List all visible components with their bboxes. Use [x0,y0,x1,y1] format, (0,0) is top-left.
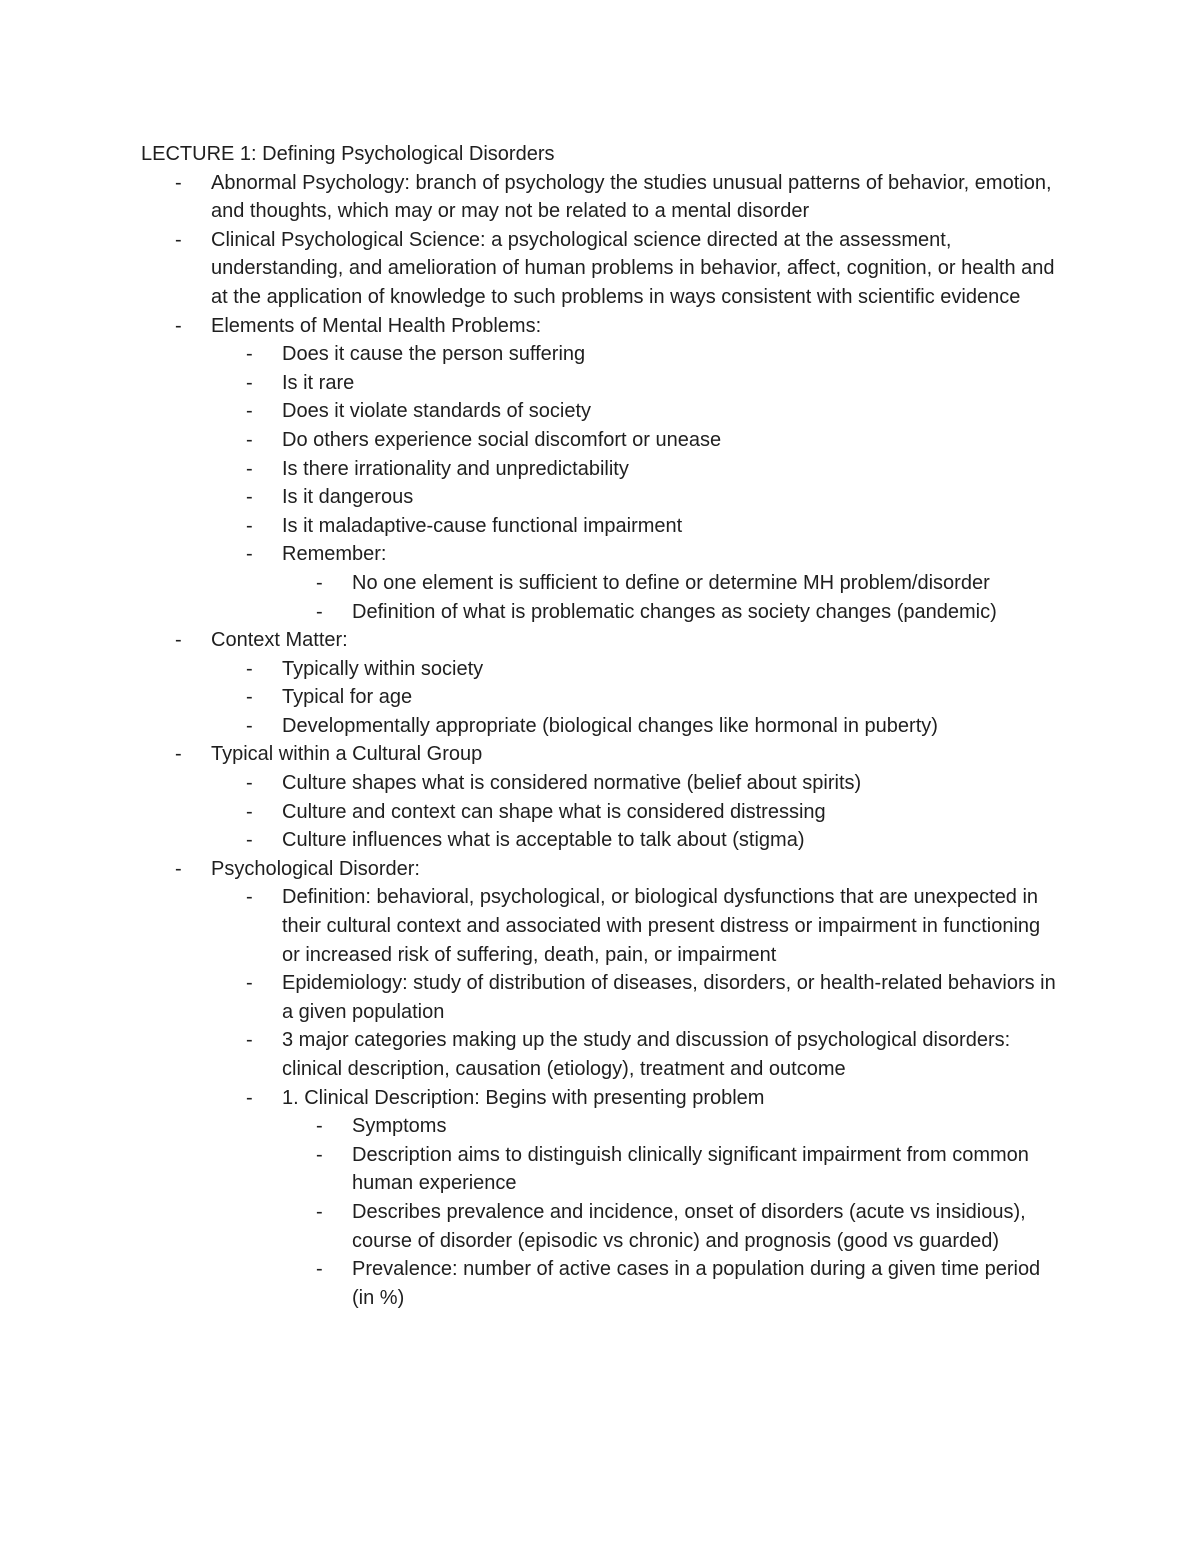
outline-item-text: Abnormal Psychology: branch of psychology the studies unusual patterns of behavior, emotion, and thoughts, which may or may not be related to a mental disorder [211,171,1052,223]
outline-item-level-2 [0,798,1200,827]
outline-item-text: Do others experience social discomfort or unease [282,428,722,451]
bullet-dash: - [246,400,253,423]
outline-item-level-3 [0,1141,1200,1198]
bullet-dash: - [316,1143,323,1166]
bullet-dash: - [246,486,253,509]
outline-item-text: Clinical Psychological Science: a psychological science directed at the assessment, understanding, and amelioration of human problems in behavior, affect, cognition, or health and at the application of knowledge to such problems in ways consistent with scientific evidence [211,228,1055,308]
outline-item-level-2 [0,340,1200,369]
outline-item-level-1 [0,855,1200,884]
outline-item-level-2 [0,712,1200,741]
bullet-dash: - [316,600,323,623]
bullet-dash: - [175,171,182,194]
bullet-dash: - [246,514,253,537]
outline-item-level-2 [0,655,1200,684]
outline-item-text: Epidemiology: study of distribution of diseases, disorders, or health-related behaviors in a given population [282,972,1056,1023]
bullet-dash: - [246,800,253,823]
bullet-dash: - [316,571,323,594]
outline-item-level-2 [0,683,1200,712]
outline-item-text: 3 major categories making up the study and discussion of psychological disorders: clinical description, causation (etiology), treatment and outcome [282,1029,1011,1080]
outline-item-text: Is it dangerous [282,486,414,509]
outline-item-text: Culture influences what is acceptable to talk about (stigma) [282,829,805,852]
bullet-dash: - [316,1200,323,1223]
outline-item-level-2 [0,512,1200,541]
outline-item-level-2 [0,826,1200,855]
bullet-dash: - [246,371,253,394]
outline-item-level-2 [0,369,1200,398]
outline-item-level-2 [0,483,1200,512]
bullet-dash: - [246,686,253,709]
bullet-dash: - [175,629,182,652]
outline-item-level-3 [0,1255,1200,1312]
outline-item-level-2 [0,397,1200,426]
outline-item-level-3 [0,598,1200,627]
outline-item-text: Context Matter: [211,629,348,652]
outline-item-level-1 [0,169,1200,226]
bullet-dash: - [316,1115,323,1138]
outline-item-level-2 [0,426,1200,455]
bullet-dash: - [175,314,182,337]
outline-item-text: Typical for age [282,686,413,709]
outline-item-text: Definition of what is problematic changes as society changes (pandemic) [352,600,997,623]
outline-item-level-2 [0,1026,1200,1083]
outline-item-text: Is there irrationality and unpredictability [282,457,629,480]
outline-item-level-1 [0,626,1200,655]
bullet-dash: - [246,1086,253,1109]
outline-item-level-3 [0,1198,1200,1255]
bullet-dash: - [316,1258,323,1281]
outline-item-text: Culture shapes what is considered normative (belief about spirits) [282,772,862,795]
outline-item-level-3 [0,1112,1200,1141]
outline-item-text: No one element is sufficient to define or determine MH problem/disorder [352,571,990,594]
outline-item-text: Is it rare [282,371,355,394]
outline-item-text: Developmentally appropriate (biological changes like hormonal in puberty) [282,714,938,737]
outline-item-text: Symptoms [352,1115,447,1138]
lecture-outline [0,169,1200,1313]
bullet-dash: - [175,743,182,766]
outline-item-text: 1. Clinical Description: Begins with presenting problem [282,1086,765,1109]
outline-item-text: Typical within a Cultural Group [211,743,483,766]
outline-item-level-2 [0,969,1200,1026]
outline-item-level-1 [0,226,1200,312]
outline-item-text: Is it maladaptive-cause functional impairment [282,514,683,537]
outline-item-level-3 [0,569,1200,598]
bullet-dash: - [175,228,182,251]
bullet-dash: - [246,1029,253,1052]
bullet-dash: - [246,457,253,480]
outline-item-text: Describes prevalence and incidence, onset of disorders (acute vs insidious), course of disorder (episodic vs chronic) and prognosis (good vs guarded) [352,1200,1026,1252]
outline-item-level-2 [0,769,1200,798]
bullet-dash: - [246,714,253,737]
outline-item-level-2 [0,883,1200,969]
lecture-title: LECTURE 1: Defining Psychological Disorders [141,143,555,165]
outline-item-text: Elements of Mental Health Problems: [211,314,542,337]
outline-item-text: Culture and context can shape what is considered distressing [282,800,826,823]
bullet-dash: - [246,543,253,566]
bullet-dash: - [246,972,253,995]
bullet-dash: - [246,343,253,366]
outline-item-text: Typically within society [282,657,484,680]
outline-item-text: Does it violate standards of society [282,400,592,423]
bullet-dash: - [246,657,253,680]
bullet-dash: - [175,857,182,880]
outline-item-level-2 [0,455,1200,484]
outline-item-level-1 [0,312,1200,341]
bullet-dash: - [246,772,253,795]
bullet-dash: - [246,428,253,451]
outline-item-text: Prevalence: number of active cases in a population during a given time period (in %) [352,1258,1041,1309]
outline-item-text: Remember: [282,543,387,566]
bullet-dash: - [246,829,253,852]
outline-item-level-2 [0,540,1200,569]
outline-item-level-2 [0,1084,1200,1113]
bullet-dash: - [246,886,253,909]
outline-item-level-1 [0,740,1200,769]
outline-item-text: Definition: behavioral, psychological, or biological dysfunctions that are unexpected in their cultural context and associated with present distress or impairment in functioning or increased risk of suffering, death, pain, or impairment [282,886,1041,966]
outline-item-text: Does it cause the person suffering [282,343,586,366]
outline-item-text: Psychological Disorder: [211,857,420,880]
outline-item-text: Description aims to distinguish clinically significant impairment from common human experience [352,1143,1029,1195]
